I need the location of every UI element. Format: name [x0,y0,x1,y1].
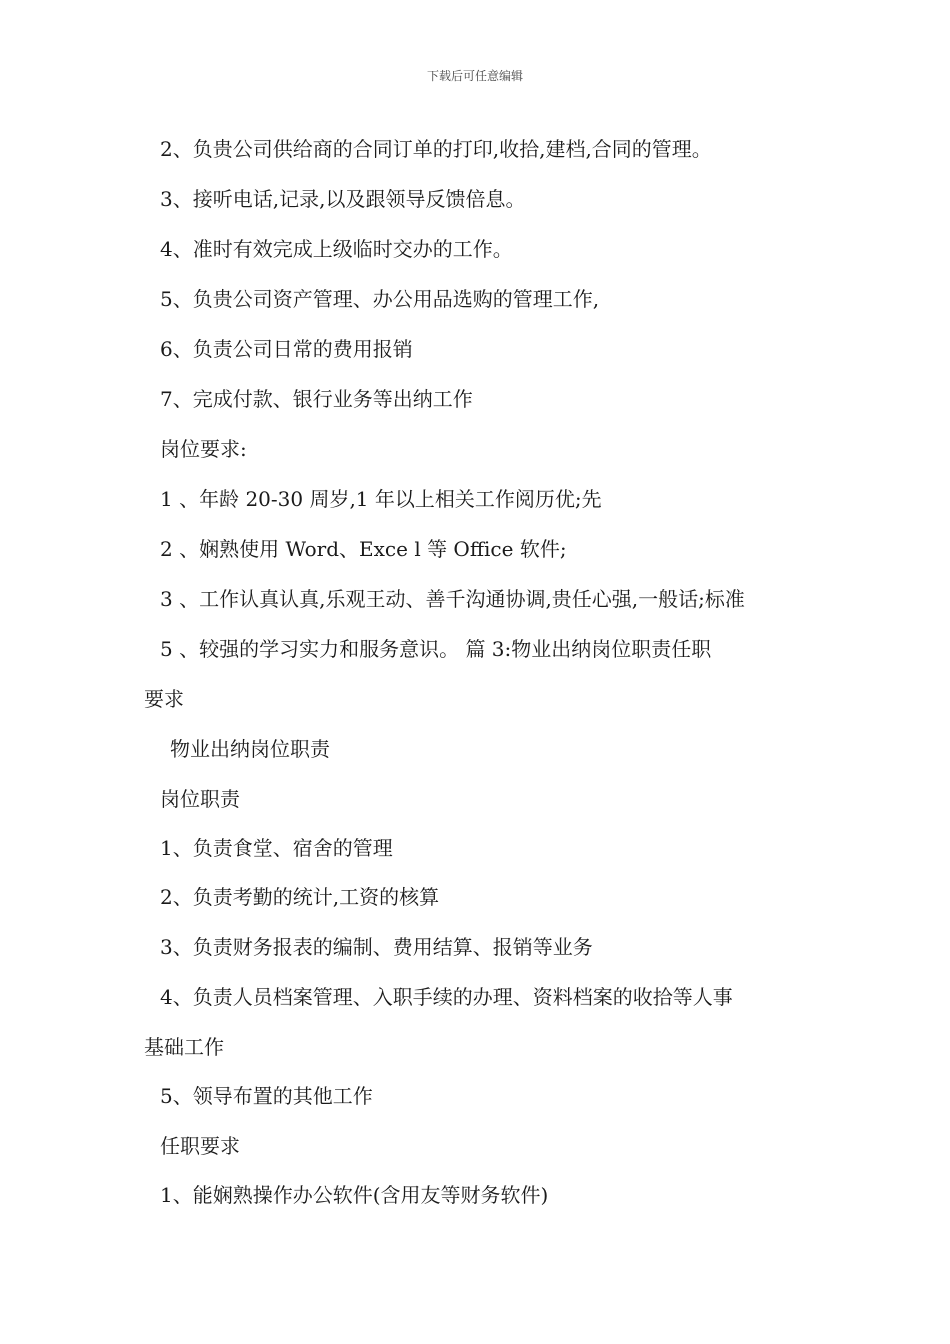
text-line: 3、接听电话,记录,以及跟领导反馈倍息。 [160,187,526,211]
text-line: 4、准时有效完成上级临时交办的工作。 [160,237,513,261]
text-line: 3、负责财务报表的编制、费用结算、报销等业务 [160,935,593,959]
text-line: 6、负责公司日常的费用报销 [160,337,413,361]
text-line: 5、负贵公司资产管理、办公用品选购的管理工作, [160,287,600,311]
text-line: 1、负责食堂、宿舍的管理 [160,836,393,860]
text-line: 4、负责人员档案管理、入职手续的办理、资料档案的收拾等人事 [160,985,733,1009]
text-line: 2 、娴熟使用 Word、Exce l 等 Office 软件; [160,537,567,561]
text-line: 2、负贵公司供给商的合同订单的打印,收拾,建档,合同的管理。 [160,137,712,161]
section-heading: 岗位职责 [160,787,240,811]
text-line: 要求 [144,687,184,711]
section-heading: 任职要求 [160,1134,240,1158]
text-line: 5、领导布置的其他工作 [160,1084,373,1108]
text-line: 基础工作 [144,1035,224,1059]
text-line: 1 、年龄 20-30 周岁,1 年以上相关工作阅历优;先 [160,487,602,511]
section-heading: 物业出纳岗位职责 [170,737,330,761]
page-header-watermark: 下载后可任意编辑 [426,69,523,83]
text-line: 2、负责考勤的统计,工资的核算 [160,885,440,909]
text-line: 5 、较强的学习实力和服务意识。 篇 3:物业出纳岗位职责任职 [160,637,712,661]
text-line: 3 、工作认真认真,乐观王动、善千沟通协调,贵任心强,一般话;标准 [160,587,745,611]
text-line: 7、完成付款、银行业务等出纳工作 [160,387,473,411]
section-heading: 岗位要求: [160,437,247,461]
text-line: 1、能娴熟操作办公软件(含用友等财务软件) [160,1183,549,1207]
